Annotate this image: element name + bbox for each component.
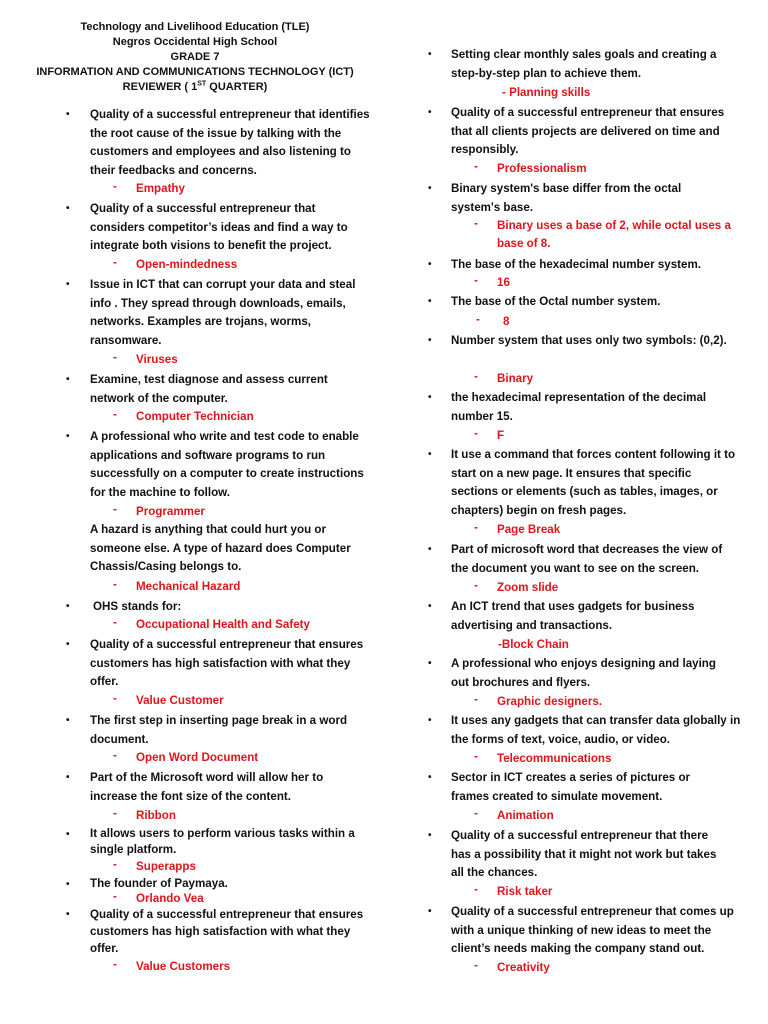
answer-text: - Planning skills	[502, 86, 591, 99]
dash-marker: -	[474, 217, 478, 230]
question-text: Part of microsoft word that decreases the view of the document you want to see on the screen.	[451, 543, 723, 575]
answer-text: Zoom slide	[497, 581, 559, 594]
answer-text: Telecommunications	[497, 752, 612, 765]
header-title: INFORMATION AND COMMUNICATIONS TECHNOLOGY (ICT)	[36, 66, 354, 78]
bullet-icon: •	[428, 830, 432, 841]
bullet-icon: •	[66, 829, 70, 840]
bullet-icon: •	[66, 279, 70, 290]
bullet-icon: •	[428, 906, 432, 917]
dash-marker: -	[113, 807, 117, 820]
dash-marker: -	[474, 750, 478, 763]
bullet-icon: •	[66, 639, 70, 650]
header-quarter: REVIEWER ( 1ST QUARTER)	[122, 80, 268, 93]
answer-text: 8	[503, 315, 510, 328]
answer-text: F	[497, 429, 505, 442]
dash-marker: -	[113, 858, 117, 871]
bullet-icon: •	[66, 715, 70, 726]
answer-text: Occupational Health and Safety	[136, 618, 310, 631]
dash-marker: -	[113, 578, 117, 591]
bullet-icon: •	[428, 183, 432, 194]
question-text: The founder of Paymaya.	[90, 877, 228, 890]
question-text: Sector in ICT creates a series of pictures or frames created to simulate movement.	[451, 771, 691, 803]
question-text: Setting clear monthly sales goals and creating a step-by-step plan to achieve them.	[451, 48, 717, 80]
answer-text: Programmer	[136, 505, 205, 518]
dash-marker: -	[474, 427, 478, 440]
bullet-icon: •	[428, 259, 432, 270]
question-text: The base of the Octal number system.	[451, 295, 661, 308]
answer-text: Creativity	[497, 961, 550, 974]
bullet-icon: •	[66, 374, 70, 385]
dash-marker: -	[113, 890, 117, 903]
answer-text: Page Break	[497, 523, 561, 536]
header-grade: GRADE 7	[170, 51, 220, 63]
dash-marker: -	[474, 959, 478, 972]
bullet-icon: •	[66, 203, 70, 214]
bullet-icon: •	[428, 658, 432, 669]
question-text: Quality of a successful entrepreneur that ensures customers has high satisfaction with what they offer.	[90, 908, 364, 955]
answer-text: Mechanical Hazard	[136, 580, 241, 593]
dash-marker: -	[474, 883, 478, 896]
bullet-icon: •	[66, 601, 70, 612]
question-text: Quality of a successful entrepreneur that identifies the root cause of the issue by talking with the customers and employees and also listening to their feedbacks and concerns.	[90, 108, 370, 177]
dash-marker: -	[113, 180, 117, 193]
answer-text: Professionalism	[497, 162, 587, 175]
answer-text: Binary uses a base of 2, while octal uses a base of 8.	[497, 219, 731, 250]
answer-text: Binary	[497, 372, 534, 385]
dash-marker: -	[113, 692, 117, 705]
answer-text: Risk taker	[497, 885, 553, 898]
bullet-icon: •	[66, 772, 70, 783]
answer-text: Computer Technician	[136, 410, 254, 423]
answer-text: Orlando Vea	[136, 892, 204, 905]
question-text: It use a command that forces content following it to start on a new page. It ensures that specific sections or elements (such as tables, images, or chapters) begin on fresh pages.	[451, 448, 736, 517]
dash-marker: -	[113, 503, 117, 516]
bullet-icon: •	[428, 544, 432, 555]
dash-marker: -	[474, 274, 478, 287]
answer-text: Viruses	[136, 353, 178, 366]
question-text: Part of the Microsoft word will allow her to increase the font size of the content.	[90, 771, 324, 803]
question-text: Quality of a successful entrepreneur that ensures customers has high satisfaction with what they offer.	[90, 638, 364, 689]
dash-marker: -	[113, 408, 117, 421]
question-text: A hazard is anything that could hurt you or someone else. A type of hazard does Computer Chassis/Casing belongs to.	[90, 523, 351, 574]
question-text: Binary system's base differ from the octal system's base.	[451, 182, 682, 214]
answer-text: Open-mindedness	[136, 258, 238, 271]
question-text: Issue in ICT that can corrupt your data and steal info . They spread through downloads, emails, networks. Examples are trojans, worms, ransomware.	[90, 278, 356, 347]
answer-text: Value Customers	[136, 960, 231, 973]
answer-text: Empathy	[136, 182, 185, 195]
question-text: OHS stands for:	[93, 600, 182, 613]
bullet-icon: •	[66, 431, 70, 442]
answer-text: Open Word Document	[136, 751, 259, 764]
question-text: An ICT trend that uses gadgets for business advertising and transactions.	[451, 600, 695, 632]
answer-text: Ribbon	[136, 809, 176, 822]
question-text: It uses any gadgets that can transfer data globally in the forms of text, voice, audio, or video.	[451, 714, 741, 746]
header-subject: Technology and Livelihood Education (TLE)	[80, 21, 310, 33]
bullet-icon: •	[428, 772, 432, 783]
document-header	[30, 20, 360, 95]
bullet-icon: •	[428, 601, 432, 612]
dash-marker: -	[474, 807, 478, 820]
answer-text: Animation	[497, 809, 554, 822]
bullet-icon: •	[66, 109, 70, 120]
question-text: Quality of a successful entrepreneur that ensures that all clients projects are delivered on time and responsibly.	[451, 106, 725, 157]
question-text: Number system that uses only two symbols: (0,2).	[451, 334, 727, 347]
answer-text: Graphic designers.	[497, 695, 603, 708]
dash-marker: -	[474, 693, 478, 706]
bullet-icon: •	[428, 296, 432, 307]
answer-text: 16	[497, 276, 510, 289]
question-text: Examine, test diagnose and assess current network of the computer.	[90, 373, 328, 405]
question-text: the hexadecimal representation of the decimal number 15.	[451, 391, 707, 423]
question-text: A professional who write and test code to enable applications and software programs to run successfully on a computer to create instructions for the machine to follow.	[90, 430, 364, 499]
dash-marker: -	[113, 351, 117, 364]
dash-marker: -	[113, 958, 117, 971]
dash-marker: -	[474, 521, 478, 534]
bullet-icon: •	[428, 392, 432, 403]
bullet-icon: •	[428, 49, 432, 60]
question-text: Quality of a successful entrepreneur that there has a possibility that it might not work but takes all the chances.	[451, 829, 717, 880]
dash-marker: -	[474, 160, 478, 173]
header-school: Negros Occidental High School	[112, 36, 278, 48]
dash-marker: -	[113, 256, 117, 269]
bullet-icon: •	[428, 107, 432, 118]
bullet-icon: •	[428, 335, 432, 346]
dash-marker: -	[113, 616, 117, 629]
bullet-icon: •	[428, 715, 432, 726]
bullet-icon: •	[428, 449, 432, 460]
answer-text: -Block Chain	[498, 638, 569, 651]
dash-marker: -	[476, 313, 480, 326]
question-text: The first step in inserting page break in a word document.	[90, 714, 348, 746]
question-text: Quality of a successful entrepreneur that comes up with a unique thinking of new ideas to meet the client’s needs making the company stand out.	[451, 905, 734, 956]
answer-text: Value Customer	[136, 694, 224, 707]
question-text: Quality of a successful entrepreneur that considers competitor’s ideas and find a way to integrate both visions to benefit the project.	[90, 202, 348, 253]
dash-marker: -	[113, 749, 117, 762]
dash-marker: -	[474, 370, 478, 383]
bullet-icon: •	[66, 909, 70, 920]
dash-marker: -	[474, 579, 478, 592]
answer-text: Superapps	[136, 860, 196, 873]
question-text: A professional who enjoys designing and laying out brochures and flyers.	[451, 657, 716, 689]
bullet-icon: •	[66, 879, 70, 890]
question-text: The base of the hexadecimal number system.	[451, 258, 701, 271]
question-text: It allows users to perform various tasks within a single platform.	[90, 827, 355, 856]
